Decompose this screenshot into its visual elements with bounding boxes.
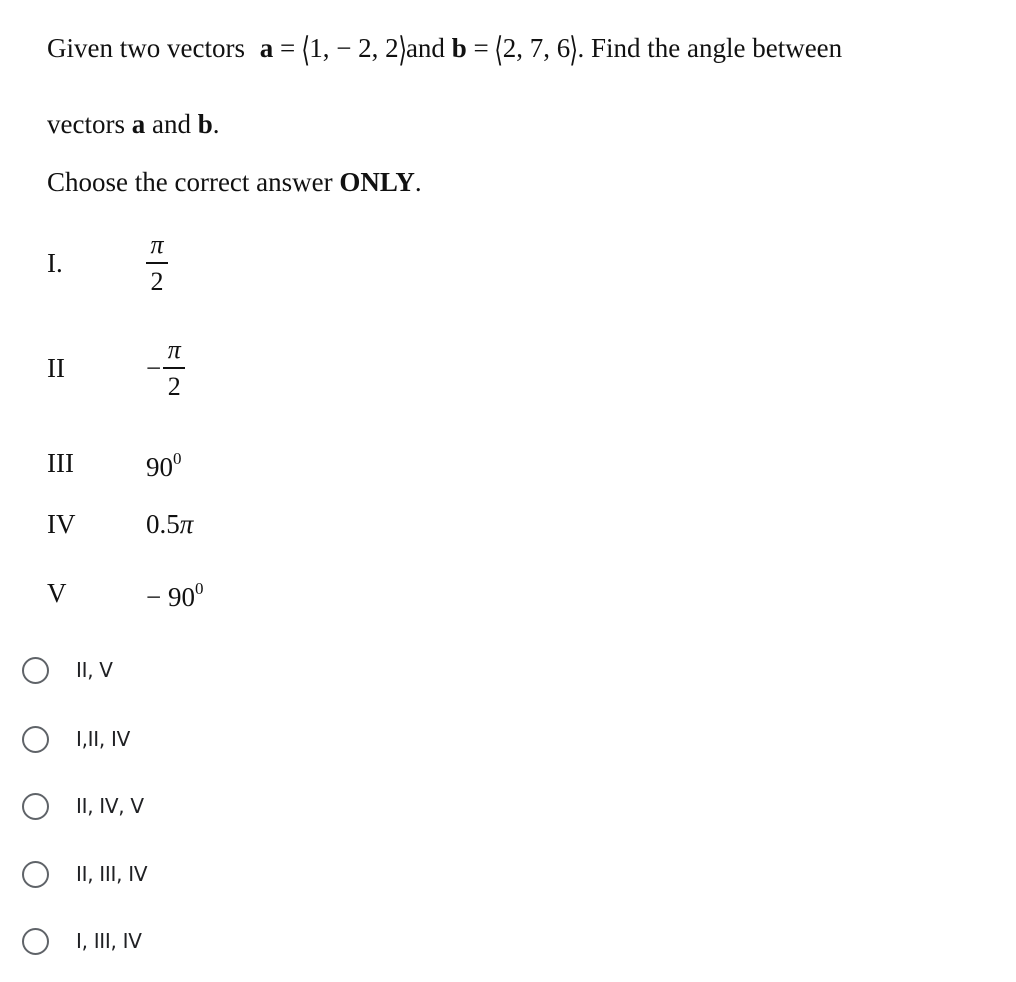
decimal-value: 0.5 xyxy=(146,509,180,539)
radio-button[interactable] xyxy=(22,657,49,684)
question-given: Given two vectors xyxy=(47,33,245,63)
degree-value: 90 xyxy=(146,452,173,482)
fraction-denominator: 2 xyxy=(150,266,164,296)
radio-button[interactable] xyxy=(22,861,49,888)
instruction-text: Choose the correct answer xyxy=(47,167,333,197)
and-word: and xyxy=(151,109,191,139)
pi-symbol: π xyxy=(179,509,194,539)
vector-b-components: 2, 7, 6 xyxy=(502,33,571,63)
minus-sign: − xyxy=(146,352,162,383)
vector-b-symbol: b xyxy=(451,33,467,63)
radio-button[interactable] xyxy=(22,793,49,820)
answer-option-label[interactable]: II, III, IV xyxy=(76,862,148,886)
vectors-word: vectors xyxy=(47,109,125,139)
answer-option-3[interactable] xyxy=(22,790,144,822)
answer-option-label[interactable]: I,II, IV xyxy=(76,727,130,751)
answer-option-label[interactable]: I, III, IV xyxy=(76,929,142,953)
vector-a-symbol: a xyxy=(259,33,274,63)
period: . xyxy=(414,167,422,197)
right-angle-bracket: ⟩ xyxy=(569,32,579,69)
statement-value-i xyxy=(146,232,168,295)
statement-value-iii xyxy=(146,450,182,481)
instruction-only: ONLY xyxy=(339,167,415,197)
statement-label-iii: III xyxy=(47,448,74,478)
statement-label-v: V xyxy=(47,578,67,608)
left-angle-bracket: ⟨ xyxy=(301,32,310,69)
answer-option-4[interactable] xyxy=(22,858,147,890)
fraction-pi-over-2 xyxy=(146,232,168,295)
statement-label-ii: II xyxy=(47,353,65,383)
fraction-numerator: π xyxy=(167,335,181,364)
equals-sign: = xyxy=(279,33,296,63)
vector-b-symbol: b xyxy=(197,109,213,139)
answer-option-2[interactable] xyxy=(22,723,130,755)
equals-sign: = xyxy=(473,33,489,63)
instruction-line xyxy=(47,169,422,196)
answer-option-1[interactable] xyxy=(22,654,113,686)
question-rest: . Find the angle between xyxy=(577,33,843,63)
degree-superscript: 0 xyxy=(173,449,182,468)
radio-button[interactable] xyxy=(22,726,49,753)
degree-value: − 90 xyxy=(146,582,195,612)
answer-option-5[interactable] xyxy=(22,925,142,957)
fraction-pi-over-2 xyxy=(163,337,185,400)
statement-value-iv xyxy=(146,511,193,538)
fraction-denominator: 2 xyxy=(167,371,181,401)
period: . xyxy=(212,109,220,139)
answer-option-label[interactable]: II, IV, V xyxy=(76,794,144,818)
vector-a-symbol: a xyxy=(131,109,146,139)
fraction-bar xyxy=(163,367,185,369)
statement-label-iv: IV xyxy=(47,509,76,539)
statement-value-v xyxy=(146,580,203,611)
fraction-numerator: π xyxy=(150,230,164,259)
vector-a-components: 1, − 2, 2 xyxy=(309,33,399,63)
statement-label-i: I. xyxy=(47,248,63,278)
and-word: and xyxy=(405,33,445,63)
question-line-2 xyxy=(47,111,219,138)
question-line-1 xyxy=(47,34,842,68)
statement-value-ii xyxy=(146,337,185,400)
answer-option-label[interactable]: II, V xyxy=(76,658,113,682)
radio-button[interactable] xyxy=(22,928,49,955)
right-angle-bracket: ⟩ xyxy=(398,32,407,69)
degree-superscript: 0 xyxy=(194,579,204,598)
left-angle-bracket: ⟨ xyxy=(494,32,504,69)
fraction-bar xyxy=(146,262,168,264)
